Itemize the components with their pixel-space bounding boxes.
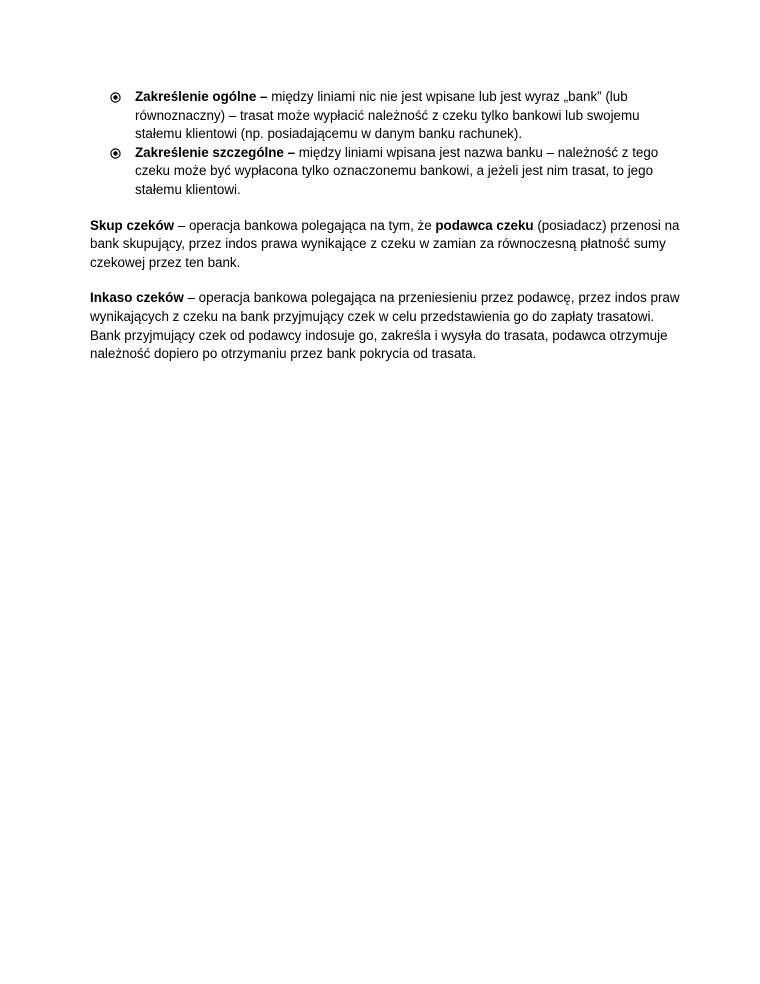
radio-dot-icon bbox=[110, 92, 121, 103]
bullet-text: między liniami wpisana jest nazwa banku – należność z tego czeku może być wypłacona tylko oznaczonemu bankowi, a jeżeli jest nim trasat, to jego stałemu klientowi. bbox=[135, 144, 659, 197]
list-item bbox=[90, 144, 680, 200]
bullet-term: Zakreślenie ogólne – bbox=[135, 89, 268, 104]
inkaso-term: Inkaso czeków bbox=[90, 290, 184, 306]
inkaso-paragraph bbox=[90, 289, 680, 363]
skup-text-1: – operacja bankowa polegająca na tym, że bbox=[174, 217, 436, 233]
skup-term: Skup czeków bbox=[90, 217, 175, 233]
bullet-text: między liniami nic nie jest wpisane lub jest wyraz „bank” (lub równoznaczny) – trasat może wypłacić należność z czeku tylko bankowi lub swojemu stałemu klientowi (np. posiadającemu w danym banku rachunek). bbox=[135, 89, 640, 142]
bullet-term: Zakreślenie szczególne – bbox=[135, 144, 296, 160]
list-item bbox=[90, 88, 680, 144]
skup-paragraph bbox=[90, 217, 680, 273]
radio-dot-icon bbox=[110, 148, 121, 159]
inkaso-text: – operacja bankowa polegająca na przeniesieniu przez podawcę, przez indos praw wynikających z czeku na bank przyjmujący czek w celu przedstawienia go do zapłaty trasatowi. Bank przyjmujący czek od podawcy indosuje go, zakreśla i wysyła do trasata, podawca otrzymuje należność dopiero po otrzymaniu przez bank pokrycia od trasata. bbox=[90, 290, 680, 362]
skup-term-2: podawca czeku bbox=[435, 217, 534, 233]
skup-text-2: (posiadacz) przenosi na bank skupujący, przez indos prawa wynikające z czeku w zamian za równoczesną płatność sumy czekowej przez ten bank. bbox=[90, 217, 680, 270]
document-content bbox=[90, 88, 680, 364]
crossing-types-list bbox=[90, 88, 680, 200]
